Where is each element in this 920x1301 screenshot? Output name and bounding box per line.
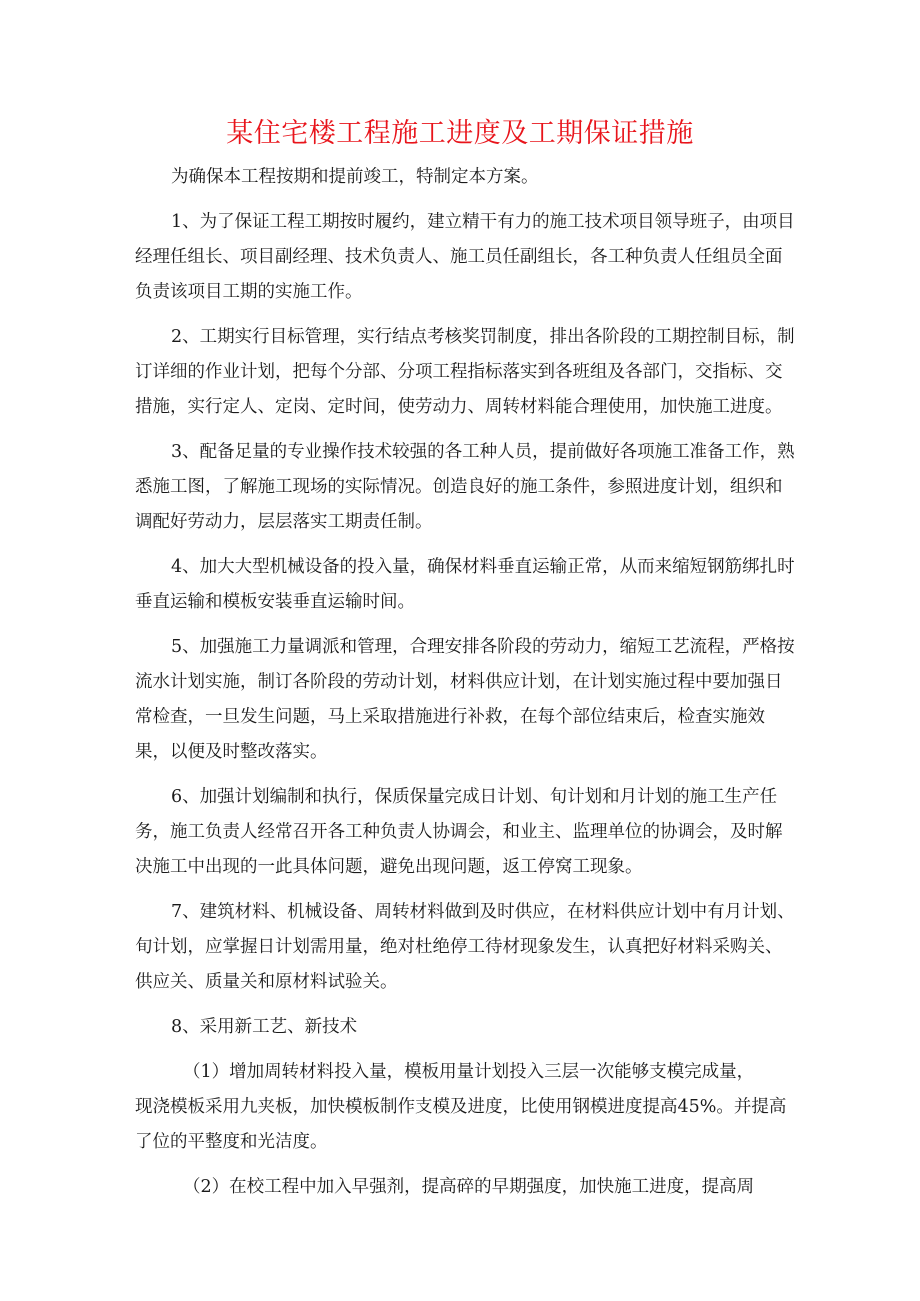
paragraph-7: 7、建筑材料、机械设备、周转材料做到及时供应，在材料供应计划中有月计划、旬计划，应掌握日计划需用量，绝对杜绝停工待材现象发生，认真把好材料采购关、供应关、质量关和原材料试验关。 [135,902,795,992]
document-body [135,160,795,1215]
paragraph-1: 1、为了保证工程工期按时履约，建立精干有力的施工技术项目领导班子，由项目经理任组长、项目副经理、技术负责人、施工员任副组长，各工种负责人任组员全面负责该项目工期的实施工作。 [135,212,795,302]
document-title: 某住宅楼工程施工进度及工期保证措施 [226,118,694,149]
subitem-1-continuation: 现浇模板采用九夹板，加快模板制作支模及进度，比使用钢模进度提高45%。并提高了位的平整度和光洁度。 [135,1097,787,1152]
paragraph-3: 3、配备足量的专业操作技术较强的各工种人员，提前做好各项施工准备工作，熟悉施工图，了解施工现场的实际情况。创造良好的施工条件，参照进度计划，组织和调配好劳动力，层层落实工期责任制。 [135,442,795,532]
paragraph-5: 5、加强施工力量调派和管理，合理安排各阶段的劳动力，缩短工艺流程，严格按流水计划实施，制订各阶段的劳动计划，材料供应计划，在计划实施过程中要加强日常检查，一旦发生问题，马上采取措施进行补救，在每个部位结束后，检查实施效果，以便及时整改落实。 [135,637,795,762]
subitem-1-first-line: （1）增加周转材料投入量，模板用量计划投入三层一次能够支模完成量， [183,1062,755,1082]
paragraph-4: 4、加大大型机械设备的投入量，确保材料垂直运输正常，从而来缩短钢筋绑扎时垂直运输和模板安装垂直运输时间。 [135,557,795,612]
paragraph-8: 8、采用新工艺、新技术 [171,1017,358,1037]
paragraph-6: 6、加强计划编制和执行，保质保量完成日计划、旬计划和月计划的施工生产任务，施工负责人经常召开各工种负责人协调会，和业主、监理单位的协调会，及时解决施工中出现的一此具体问题，避免出现问题，返工停窝工现象。 [135,787,783,877]
subitem-2: （2）在校工程中加入早强剂，提高碎的早期强度，加快施工进度，提高周 [183,1177,755,1197]
intro-paragraph: 为确保本工程按期和提前竣工，特制定本方案。 [171,167,539,187]
paragraph-2: 2、工期实行目标管理，实行结点考核奖罚制度，排出各阶段的工期控制目标，制订详细的作业计划，把每个分部、分项工程指标落实到各班组及各部门，交指标、交措施，实行定人、定岗、定时间，使劳动力、周转材料能合理使用，加快施工进度。 [135,327,795,417]
